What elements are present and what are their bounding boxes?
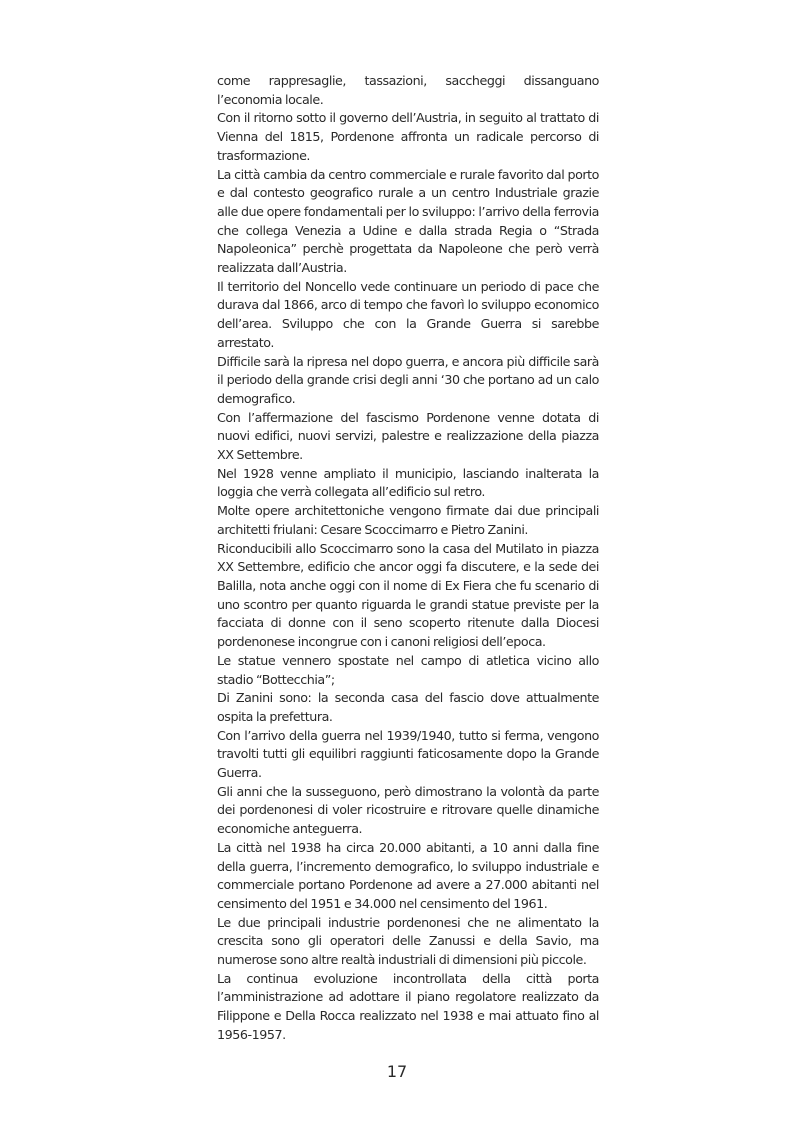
paragraph-15: Le due principali industrie pordenonesi che ne alimentato la crescita sono gli operatori delle Zanussi e della Savio, ma numerose sono altre realtà industriali di dimensioni più piccole. [217,914,599,968]
page-number: 17 [386,1062,408,1081]
paragraph-12: Con l’arrivo della guerra nel 1939/1940, tutto si ferma, vengono travolti tutti gli equilibri raggiunti faticosamente dopo la Grande Guerra. [217,727,599,781]
paragraph-5: Difficile sarà la ripresa nel dopo guerra, e ancora più difficile sarà il periodo della grande crisi degli anni ‘30 che portano ad un calo demografico. [217,353,599,406]
paragraph-8: Molte opere architettoniche vengono firmate dai due principali architetti friulani: Cesare Scoccimarro e Pietro Zanini. [217,503,599,537]
body-text [217,72,599,1045]
paragraph-2: Con il ritorno sotto il governo dell’Austria, in seguito al trattato di Vienna del 1815, Pordenone affronta un radicale percorso di trasformazione. [217,110,599,163]
paragraph-13: Gli anni che la susseguono, però dimostrano la volontà da parte dei pordenonesi di voler ricostruire e ritrovare quelle dinamiche economiche anteguerra. [217,783,599,837]
paragraph-1: come rappresaglie, tassazioni, saccheggi dissanguano l’economia locale. [217,73,599,107]
paragraph-7: Nel 1928 venne ampliato il municipio, lasciando inalterata la loggia che verrà collegata all’edificio sul retro. [217,465,599,500]
paragraph-6: Con l’affermazione del fascismo Pordenone venne dotata di nuovi edifici, nuovi servizi, palestre e realizzazione della piazza XX Settembre. [217,409,599,463]
paragraph-3: La città cambia da centro commerciale e rurale favorito dal porto e dal contesto geografico rurale a un centro Industriale grazie alle due opere fondamentali per lo sviluppo: l’arrivo della ferrovia che collega Venezia a Udine e dalla strada Regia o “Strada Napoleonica” perchè progettata da Napoleone che però verrà realizzata dall’Austria. [217,166,599,276]
paragraph-11: Di Zanini sono: la seconda casa del fascio dove attualmente ospita la prefettura. [217,690,599,724]
paragraph-14: La città nel 1938 ha circa 20.000 abitanti, a 10 anni dalla fine della guerra, l’incremento demografico, lo sviluppo industriale e commerciale portano Pordenone ad avere a 27.000 abitanti nel censimento del 1951 e 34.000 nel censimento del 1961. [217,839,599,911]
paragraph-9: Riconducibili allo Scoccimarro sono la casa del Mutilato in piazza XX Settembre, edificio che ancor oggi fa discutere, e la sede dei Balilla, nota anche oggi con il nome di Ex Fiera che fu scenario di uno scontro per quanto riguarda le grandi statue previste per la facciata di donne con il seno scoperto ritenute dalla Diocesi pordenonese incongrue con i canoni religiosi dell’epoca. [217,540,599,650]
paragraph-16: La continua evoluzione incontrollata della città porta l’amministrazione ad adottare il piano regolatore realizzato da Filippone e Della Rocca realizzato nel 1938 e mai attuato fino al 1956-1957. [217,970,599,1042]
paragraph-10: Le statue vennero spostate nel campo di atletica vicino allo stadio “Bottecchia”; [217,652,599,687]
paragraph-4: Il territorio del Noncello vede continuare un periodo di pace che durava dal 1866, arco di tempo che favorì lo sviluppo economico dell’area. Sviluppo che con la Grande Guerra si sarebbe arrestato. [217,278,599,350]
